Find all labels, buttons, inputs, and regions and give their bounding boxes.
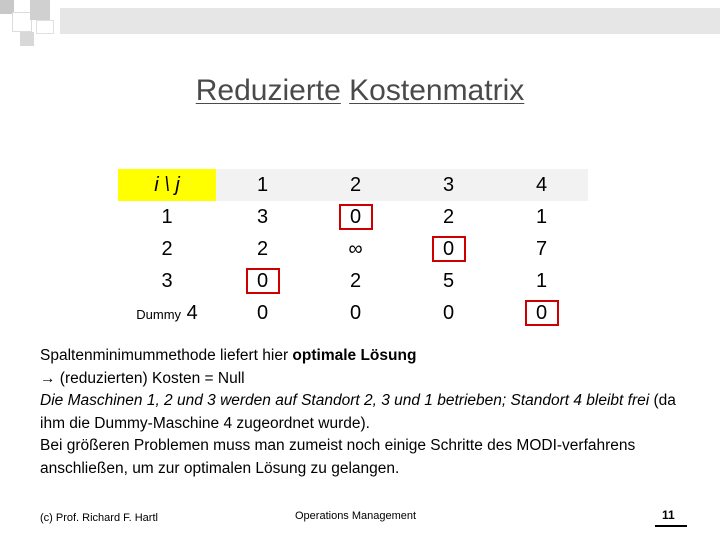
page-number: 11 [662, 508, 675, 522]
page-number-underline [655, 525, 687, 527]
matrix-cell: ∞ [348, 237, 363, 260]
matrix-corner-label: i \ j [118, 169, 216, 201]
selected-cell-marker: 0 [339, 204, 373, 230]
footer-course: Operations Management [295, 510, 417, 522]
matrix-cell: 1 [535, 205, 548, 228]
dummy-label: Dummy [136, 306, 182, 322]
matrix-row [118, 233, 588, 265]
text-line [40, 345, 690, 368]
row-header-dummy [118, 297, 216, 329]
decor-square [30, 0, 50, 20]
matrix-cell-selected [495, 297, 588, 329]
decor-square [36, 20, 54, 34]
text-bold: optimale Lösung [292, 347, 417, 364]
matrix-row [118, 265, 588, 297]
text-italic: Die Maschinen 1, 2 und 3 werden auf Standort 2, 3 und 1 betrieben; Standort 4 bleibt frei [40, 392, 650, 409]
decor-square [12, 12, 32, 32]
text-paragraph [40, 390, 690, 435]
matrix-cell-selected [309, 201, 402, 233]
text-plain: Spaltenminimummethode liefert hier [40, 347, 293, 364]
matrix-cell: 0 [442, 301, 455, 324]
row-header: 4 [186, 301, 198, 324]
slide-title [0, 74, 720, 108]
row-header: 3 [161, 269, 173, 292]
matrix-cell: 3 [256, 205, 269, 228]
matrix-cell: 7 [535, 237, 548, 260]
footer-copyright: (c) Prof. Richard F. Hartl [40, 512, 158, 524]
text-line: → (reduzierten) Kosten = Null [40, 369, 245, 387]
matrix-cell: 5 [442, 269, 455, 292]
cost-matrix [118, 169, 588, 329]
matrix-row [118, 201, 588, 233]
selected-cell-marker: 0 [246, 268, 280, 294]
text-plain: (da ihm die Dummy-Maschine 4 zugeordnet wurde). [40, 392, 676, 432]
decor-square [20, 32, 34, 46]
matrix-cell: 2 [442, 205, 455, 228]
title-word-2: Kostenmatrix [349, 74, 525, 107]
row-header: 1 [161, 205, 173, 228]
title-word-1: Reduzierte [195, 74, 341, 107]
matrix-cell: 0 [349, 301, 362, 324]
column-header: 2 [309, 169, 402, 201]
matrix-cell: 1 [535, 269, 548, 292]
title-space [341, 74, 349, 107]
matrix-cell: 2 [256, 237, 269, 260]
column-header: 1 [216, 169, 309, 201]
decor-top-band [60, 8, 720, 34]
explanation-text [40, 345, 690, 480]
row-header: 2 [161, 237, 173, 260]
selected-cell-marker: 0 [525, 300, 559, 326]
text-paragraph: Bei größeren Problemen muss man zumeist noch einige Schritte des MODI-verfahrens anschließen, um zur optimalen Lösung zu gelangen. [40, 437, 636, 477]
matrix-header-row [118, 169, 588, 201]
matrix-cell: 0 [256, 301, 269, 324]
matrix-cell-selected [402, 233, 495, 265]
matrix-cell: 2 [349, 269, 362, 292]
selected-cell-marker: 0 [432, 236, 466, 262]
column-header: 3 [402, 169, 495, 201]
column-header: 4 [495, 169, 588, 201]
matrix-cell-selected [216, 265, 309, 297]
matrix-row [118, 297, 588, 329]
